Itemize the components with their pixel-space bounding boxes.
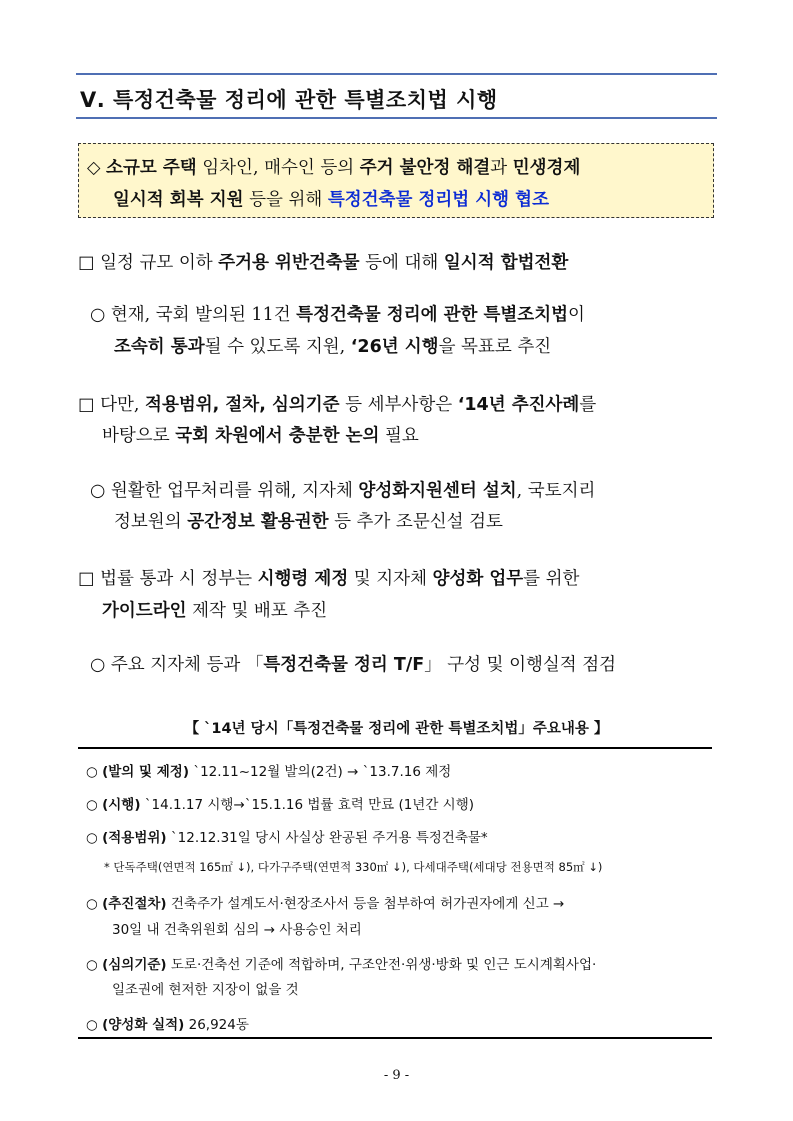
reference-item bbox=[86, 826, 488, 846]
reference-title: 【 `14년 당시「특정건축물 정리에 관한 특별조치법」주요내용 】 bbox=[184, 721, 609, 737]
circle-bullet-icon: ○ bbox=[90, 655, 106, 675]
paragraph-text: 등 세부사항은 bbox=[339, 395, 458, 415]
reference-item bbox=[86, 1013, 249, 1033]
paragraph-text: 필요 bbox=[379, 426, 419, 446]
paragraph-text: 원활한 업무처리를 위해, 지자체 bbox=[105, 481, 359, 501]
reference-item-continuation: 30일 내 건축위원회 심의 → 사용승인 처리 bbox=[112, 922, 362, 938]
summary-bold-text: 일시적 회복 지원 bbox=[113, 190, 244, 210]
diamond-bullet-icon: ◇ bbox=[87, 158, 101, 178]
paragraph-1b bbox=[114, 336, 551, 359]
paragraph-bold: 조속히 통과 bbox=[114, 337, 205, 357]
summary-text: 등을 위해 bbox=[243, 190, 328, 210]
section-title: Ⅴ. 특정건축물 정리에 관한 특별조치법 시행 bbox=[80, 88, 498, 112]
circle-bullet-icon: ○ bbox=[86, 896, 98, 912]
paragraph-3 bbox=[78, 568, 579, 591]
reference-item-continuation: 일조권에 현저한 지장이 없을 것 bbox=[112, 982, 299, 998]
paragraph-text: 이 bbox=[568, 305, 585, 325]
reference-item-label: (적용범위) bbox=[102, 830, 167, 846]
paragraph-text: 일정 규모 이하 bbox=[94, 253, 219, 273]
reference-item bbox=[86, 760, 451, 780]
summary-text: 과 bbox=[490, 158, 513, 178]
reference-item-text: 26,924동 bbox=[184, 1017, 249, 1033]
reference-item bbox=[86, 953, 596, 973]
summary-line-1 bbox=[87, 154, 580, 179]
paragraph-text: 다만, bbox=[94, 395, 146, 415]
paragraph-text: 제작 및 배포 추진 bbox=[186, 601, 328, 621]
circle-bullet-icon: ○ bbox=[90, 305, 106, 325]
paragraph-bold: 가이드라인 bbox=[102, 601, 187, 621]
reference-item-text: `12.12.31일 당시 사실상 완공된 주거용 특정건축물* bbox=[166, 830, 488, 846]
paragraph-bold: 일시적 합법전환 bbox=[443, 253, 569, 273]
reference-item-text: `14.1.17 시행→`15.1.16 법률 효력 만료 (1년간 시행) bbox=[140, 797, 475, 813]
paragraph-text: 를 bbox=[579, 395, 597, 415]
paragraph-text: 등 추가 조문신설 검토 bbox=[328, 512, 503, 532]
circle-bullet-icon: ○ bbox=[86, 1017, 98, 1033]
checkbox-bullet-icon: □ bbox=[78, 395, 95, 415]
paragraph-2a bbox=[90, 480, 595, 503]
paragraph-2b bbox=[102, 425, 419, 448]
reference-item-label: (양성화 실적) bbox=[102, 1017, 185, 1033]
paragraph-text: 」 구성 및 이행실적 점검 bbox=[424, 655, 617, 675]
page-number: - 9 - bbox=[383, 1068, 410, 1083]
paragraph-bold: 시행령 제정 bbox=[257, 569, 349, 589]
circle-bullet-icon: ○ bbox=[86, 764, 98, 780]
reference-item-text: 도로·건축선 기준에 적합하며, 구조안전·위생·방화 및 인근 도시계획사업· bbox=[166, 957, 597, 973]
paragraph-bold: ‘14년 추진사례 bbox=[457, 395, 580, 415]
circle-bullet-icon: ○ bbox=[86, 830, 98, 846]
reference-bottom-rule bbox=[78, 1037, 712, 1039]
paragraph-text: 법률 통과 시 정부는 bbox=[94, 569, 258, 589]
paragraph-text: 등에 대해 bbox=[359, 253, 444, 273]
paragraph-2c bbox=[114, 511, 503, 534]
summary-bold-text: 주거 불안정 해결 bbox=[359, 158, 491, 178]
summary-text: 임차인, 매수인 등의 bbox=[196, 158, 360, 178]
paragraph-text: 을 목표로 추진 bbox=[438, 337, 552, 357]
paragraph-1 bbox=[78, 252, 568, 275]
reference-top-rule bbox=[78, 747, 712, 749]
checkbox-bullet-icon: □ bbox=[78, 569, 95, 589]
paragraph-bold: 특정건축물 정리에 관한 특별조치법 bbox=[296, 305, 569, 325]
paragraph-bold: 특정건축물 정리 T/F bbox=[263, 655, 425, 675]
paragraph-text: 를 위한 bbox=[523, 569, 580, 589]
reference-footnote: * 단독주택(연면적 165㎡ ↓), 다가구주택(연면적 330㎡ ↓), 다세대주택(세대당 전용면적 85㎡ ↓) bbox=[104, 860, 603, 874]
paragraph-bold: 공간정보 활용권한 bbox=[187, 512, 329, 532]
paragraph-bold: 국회 차원에서 충분한 논의 bbox=[175, 426, 380, 446]
paragraph-3b bbox=[102, 600, 327, 623]
circle-bullet-icon: ○ bbox=[90, 481, 106, 501]
paragraph-bold: ‘26년 시행 bbox=[350, 337, 439, 357]
summary-box bbox=[78, 143, 714, 218]
reference-item-text: 건축주가 설계도서·현장조사서 등을 첨부하여 허가권자에게 신고 → bbox=[166, 896, 565, 912]
summary-bold-text: 민생경제 bbox=[512, 158, 581, 178]
title-top-rule bbox=[76, 73, 717, 75]
paragraph-1a bbox=[90, 304, 585, 327]
summary-bold-text: 소규모 주택 bbox=[106, 158, 197, 178]
paragraph-2 bbox=[78, 394, 596, 417]
reference-item-label: (심의기준) bbox=[102, 957, 167, 973]
paragraph-text: 현재, 국회 발의된 11건 bbox=[105, 305, 297, 325]
paragraph-bold: 양성화지원센터 설치 bbox=[358, 481, 517, 501]
paragraph-text: 될 수 있도록 지원, bbox=[204, 337, 351, 357]
reference-item bbox=[86, 793, 474, 813]
reference-item bbox=[86, 892, 564, 912]
reference-item-text: `12.11~12월 발의(2건) → `13.7.16 제정 bbox=[189, 764, 452, 780]
paragraph-text: 및 지자체 bbox=[348, 569, 433, 589]
reference-item-label: (발의 및 제정) bbox=[102, 764, 190, 780]
paragraph-text: 주요 지자체 등과 「 bbox=[105, 655, 264, 675]
paragraph-text: 정보원의 bbox=[114, 512, 188, 532]
paragraph-bold: 적용범위, 절차, 심의기준 bbox=[145, 395, 340, 415]
reference-item-label: (추진절차) bbox=[102, 896, 167, 912]
summary-highlight-text: 특정건축물 정리법 시행 협조 bbox=[327, 190, 549, 210]
title-bottom-rule bbox=[76, 117, 717, 119]
paragraph-bold: 주거용 위반건축물 bbox=[218, 253, 360, 273]
paragraph-bold: 양성화 업무 bbox=[432, 569, 524, 589]
circle-bullet-icon: ○ bbox=[86, 957, 98, 973]
checkbox-bullet-icon: □ bbox=[78, 253, 95, 273]
reference-item-label: (시행) bbox=[102, 797, 141, 813]
paragraph-text: 바탕으로 bbox=[102, 426, 176, 446]
summary-line-2 bbox=[113, 186, 549, 211]
paragraph-3a bbox=[90, 654, 616, 677]
circle-bullet-icon: ○ bbox=[86, 797, 98, 813]
paragraph-text: , 국토지리 bbox=[516, 481, 596, 501]
